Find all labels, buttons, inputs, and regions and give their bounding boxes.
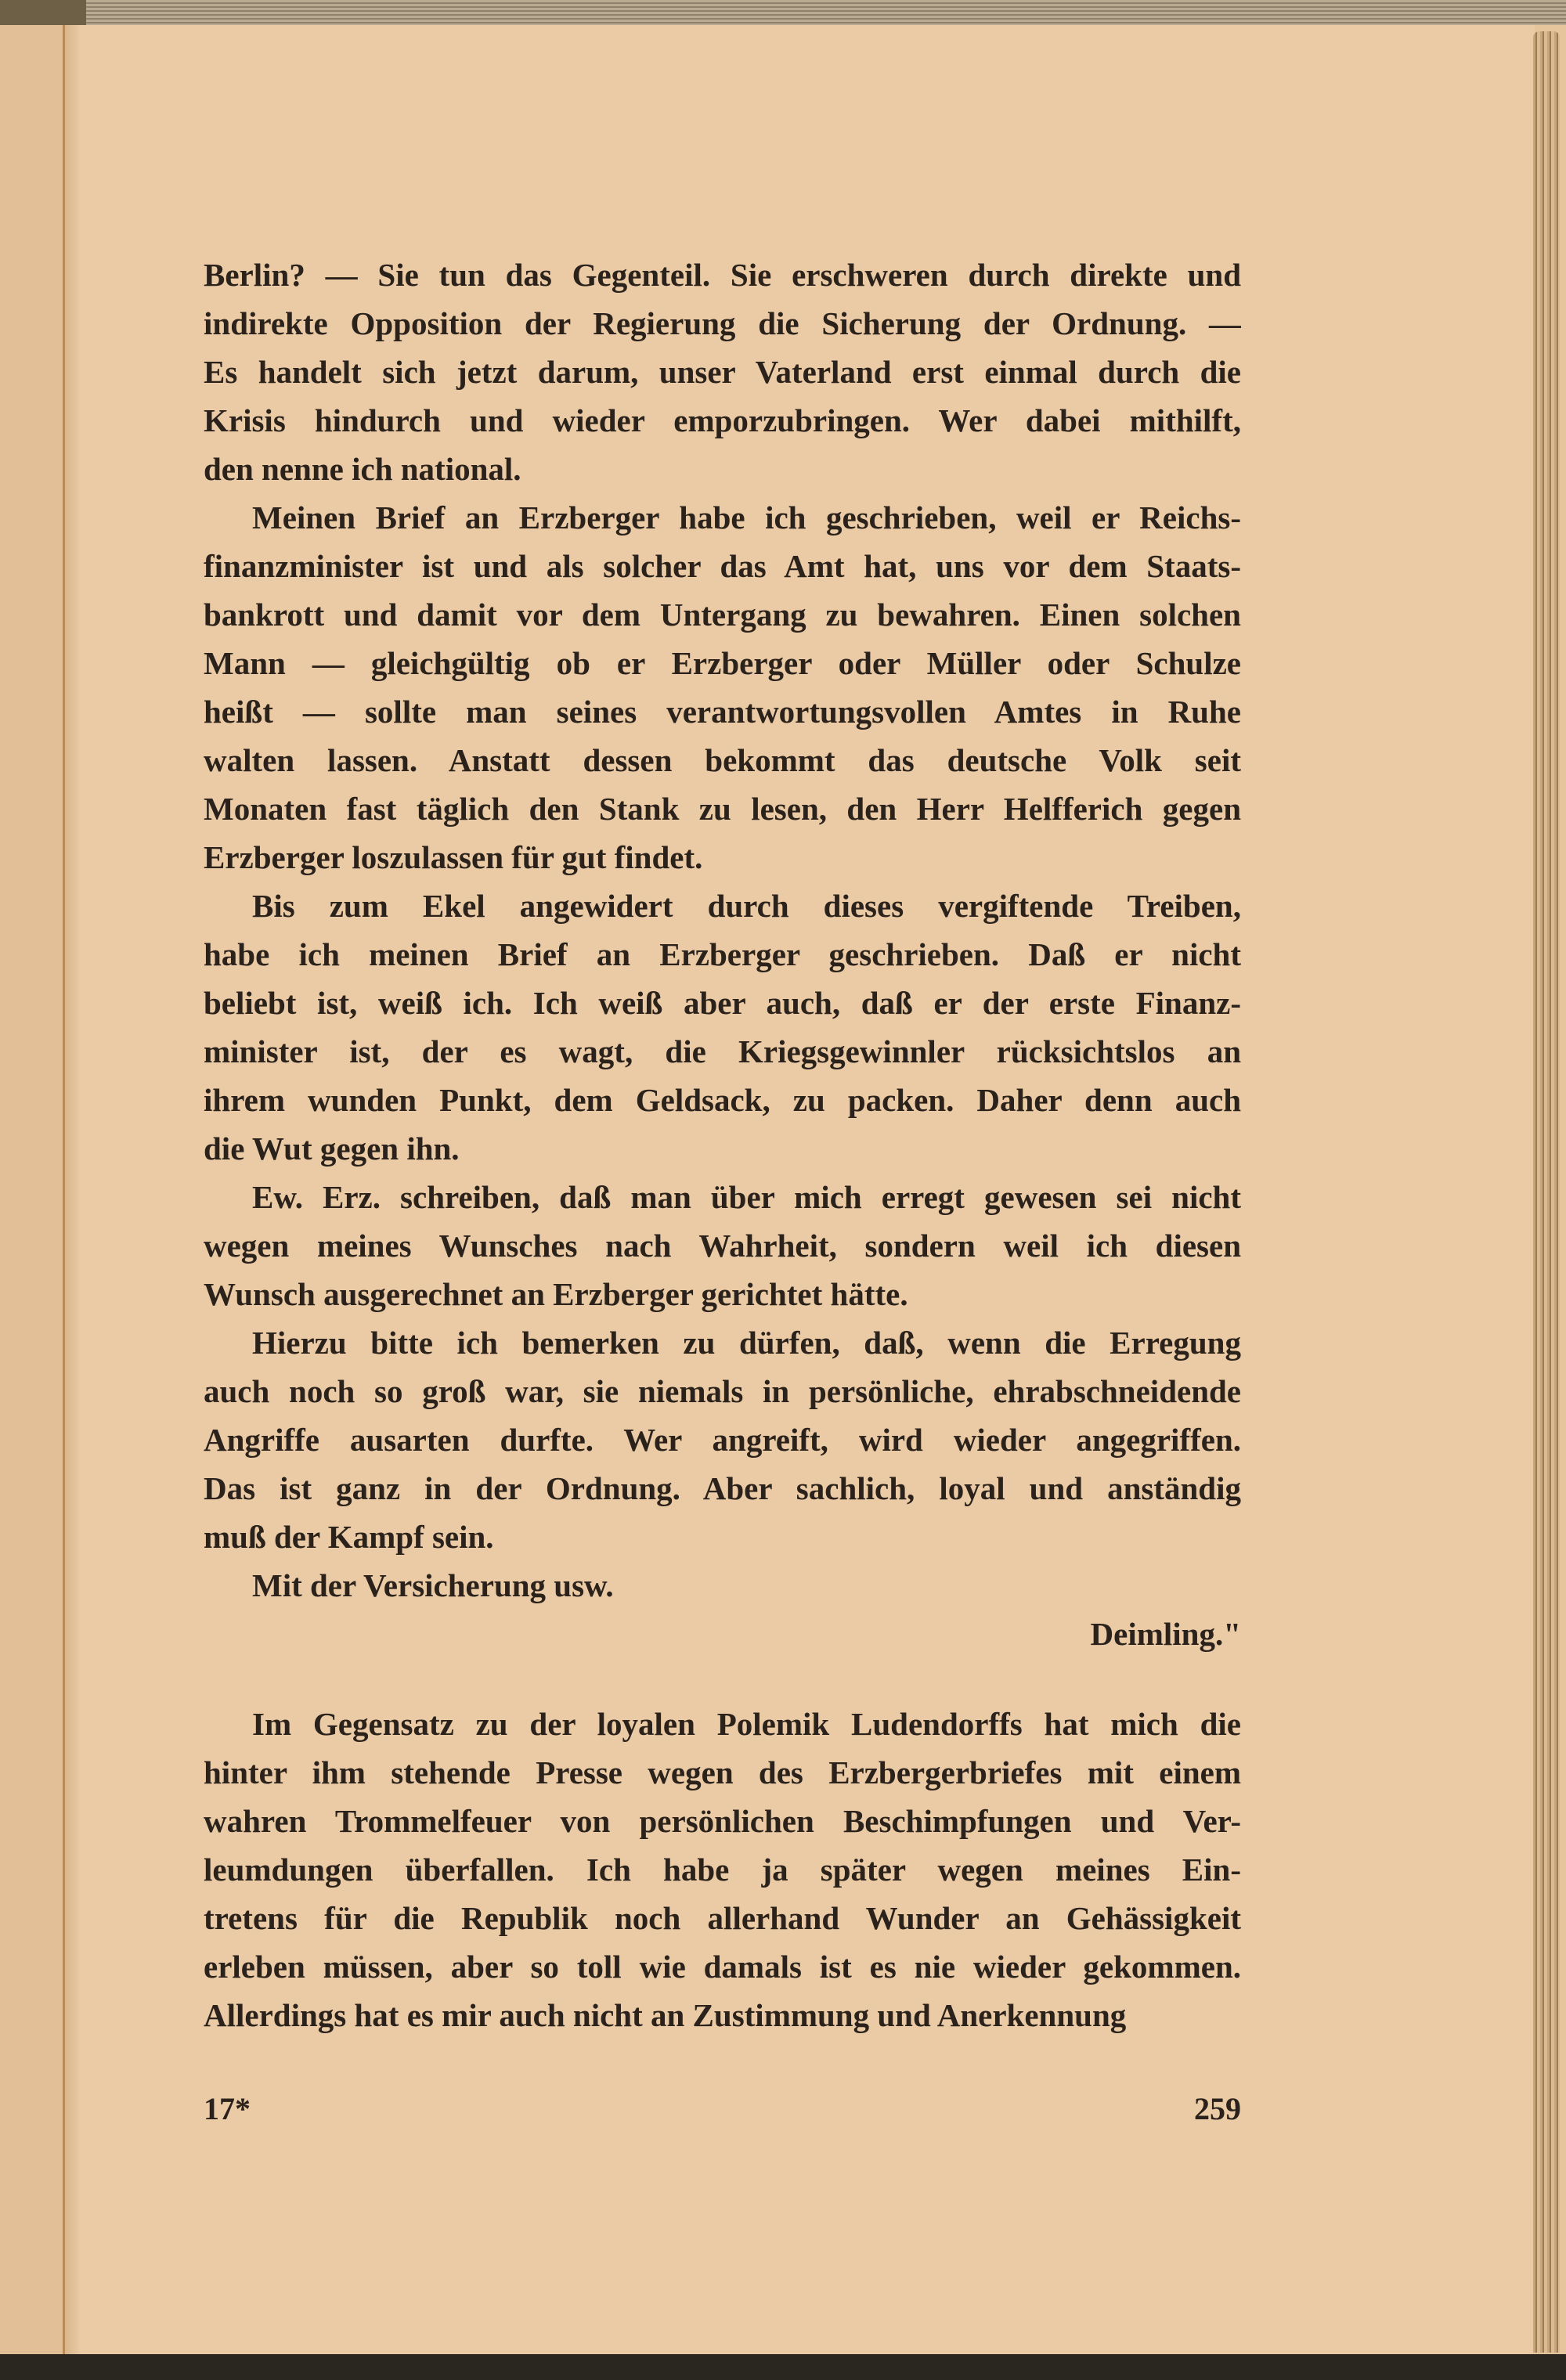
text-line: bankrott und damit vor dem Untergang zu bewahren. Einen solchen [204,597,1241,633]
text-line: Mit der Versicherung usw. [252,1567,614,1603]
binding-cloth-top [0,0,1566,25]
text-line: Allerdings hat es mir auch nicht an Zustimmung und Anerkennung [204,1997,1127,2033]
text-line: walten lassen. Anstatt dessen bekommt das deutsche Volk seit [204,742,1241,778]
text-line: Erzberger loszulassen für gut findet. [204,839,703,875]
text-line: die Wut gegen ihn. [204,1130,460,1167]
text-line: Im Gegensatz zu der loyalen Polemik Ludendorffs hat mich die [252,1706,1241,1742]
text-line: tretens für die Republik noch allerhand Wunder an Gehässigkeit [204,1900,1241,1936]
text-line: hinter ihm stehende Presse wegen des Erzbergerbriefes mit einem [204,1754,1241,1790]
facing-page-edge [0,25,64,2354]
gutter-shadow [65,25,79,2354]
text-line: heißt — sollte man seines verantwortungsvollen Amtes in Ruhe [204,694,1241,730]
text-line: Wunsch ausgerechnet an Erzberger gerichtet hätte. [204,1276,908,1312]
text-line: leumdungen überfallen. Ich habe ja später wegen meines Ein- [204,1852,1241,1888]
text-line: Krisis hindurch und wieder emporzubringen. Wer dabei mithilft, [204,402,1241,438]
text-line: Angriffe ausarten durfte. Wer angreift, wird wieder angegriffen. [204,1422,1241,1458]
text-line: muß der Kampf sein. [204,1519,494,1555]
text-line: Deimling." [1090,1616,1241,1652]
text-line: Es handelt sich jetzt darum, unser Vaterland erst einmal durch die [204,354,1241,390]
text-line: Mann — gleichgültig ob er Erzberger oder Müller oder Schulze [204,645,1241,681]
scan-bed-border [0,2354,1566,2380]
text-line: finanzminister ist und als solcher das Amt hat, uns vor dem Staats- [204,548,1241,584]
page-number: 259 [1194,2091,1241,2126]
text-line: Hierzu bitte ich bemerken zu dürfen, daß, wenn die Erregung [252,1325,1241,1361]
text-line: Berlin? — Sie tun das Gegenteil. Sie erschweren durch direkte und [204,257,1241,293]
text-line: erleben müssen, aber so toll wie damals ist es nie wieder gekommen. [204,1949,1241,1985]
page-edges [1533,31,1560,2353]
text-line: indirekte Opposition der Regierung die Sicherung der Ordnung. — [204,305,1241,341]
text-line: Das ist ganz in der Ordnung. Aber sachlich, loyal und anständig [204,1470,1241,1506]
binding-thread [0,0,86,25]
text-line: Monaten fast täglich den Stank zu lesen, den Herr Helfferich gegen [204,791,1241,827]
text-line: habe ich meinen Brief an Erzberger geschrieben. Daß er nicht [204,936,1241,972]
signature-mark: 17* [204,2091,251,2126]
text-line: wahren Trommelfeuer von persönlichen Beschimpfungen und Ver- [204,1803,1241,1839]
text-line: den nenne ich national. [204,451,521,487]
text-line: beliebt ist, weiß ich. Ich weiß aber auch, daß er der erste Finanz- [204,985,1241,1021]
text-line: Bis zum Ekel angewidert durch dieses vergiftende Treiben, [252,888,1241,924]
text-line: Ew. Erz. schreiben, daß man über mich erregt gewesen sei nicht [252,1179,1241,1215]
text-line: auch noch so groß war, sie niemals in persönliche, ehrabschneidende [204,1373,1241,1409]
text-line: Meinen Brief an Erzberger habe ich geschrieben, weil er Reichs- [252,499,1241,536]
text-line: minister ist, der es wagt, die Kriegsgewinnler rücksichtslos an [204,1033,1241,1069]
text-line: ihrem wunden Punkt, dem Geldsack, zu packen. Daher denn auch [204,1082,1241,1118]
text-line: wegen meines Wunsches nach Wahrheit, sondern weil ich diesen [204,1228,1241,1264]
